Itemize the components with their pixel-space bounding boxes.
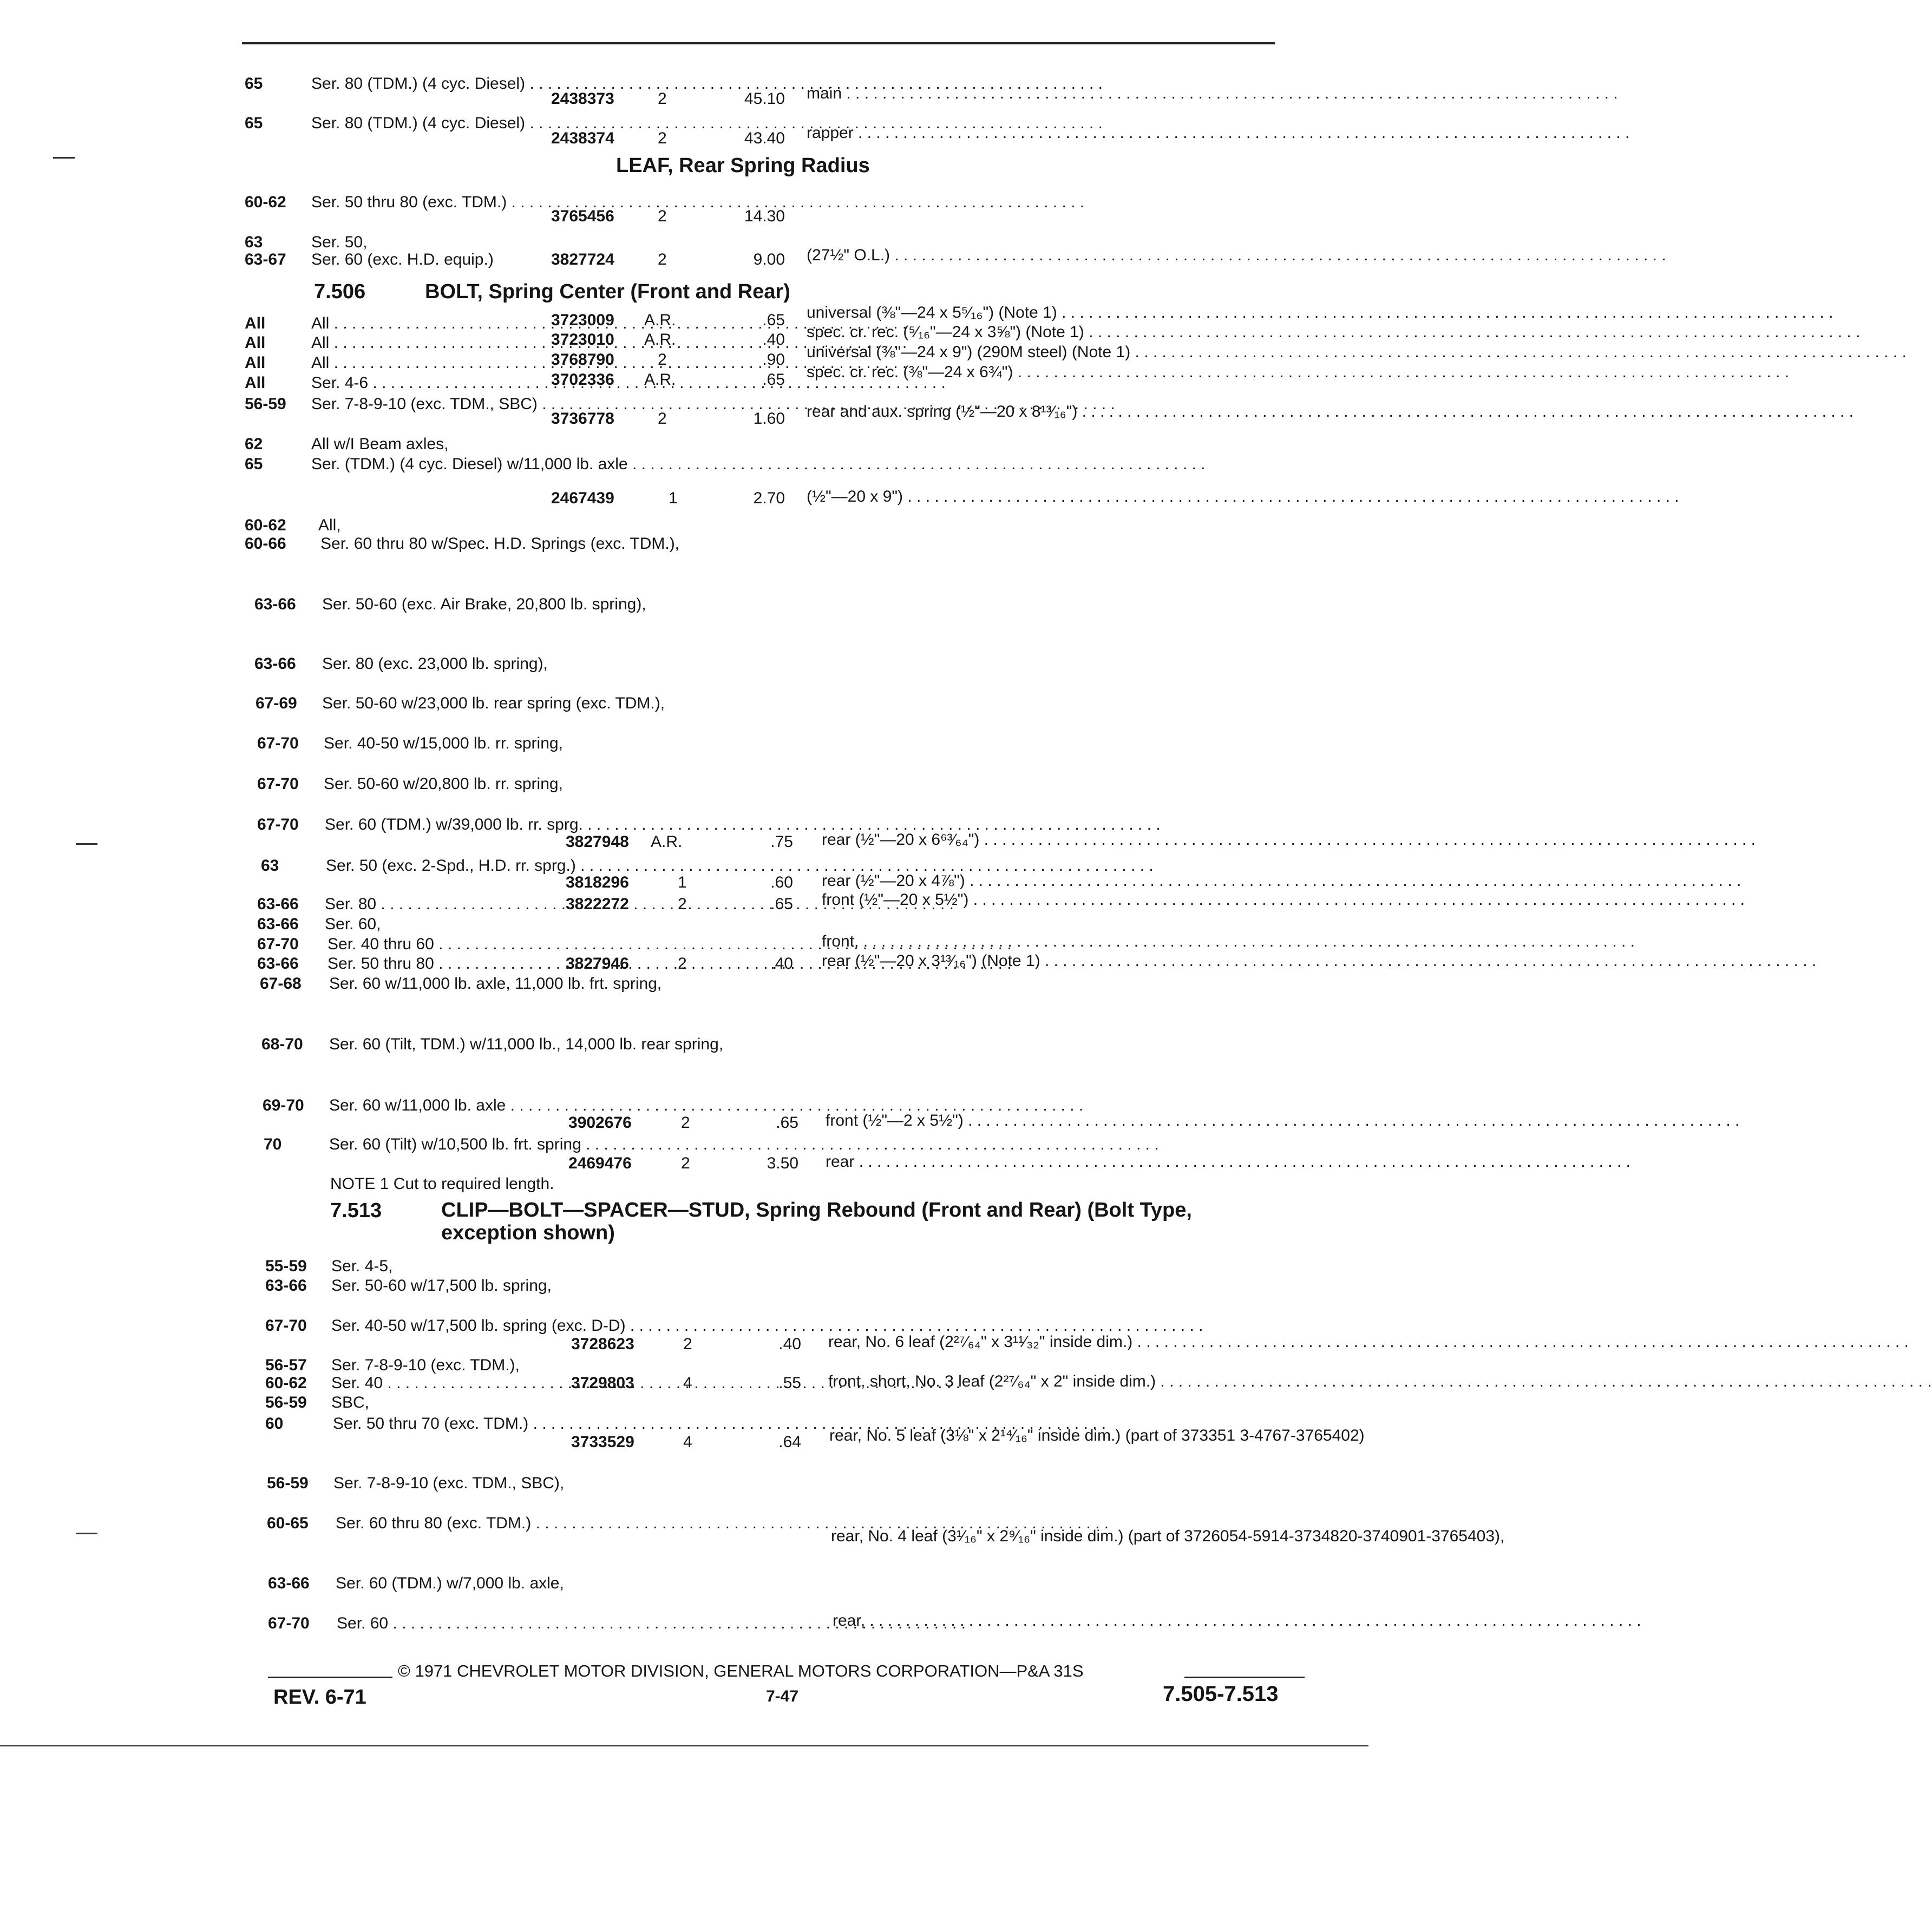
section-title: CLIP—BOLT—SPACER—STUD, Spring Rebound (Front and Rear) (Bolt Type, exception shown) [441,1199,1192,1244]
model: Ser. 50 thru 80 (exc. TDM.) . . . [311,193,539,232]
model: Ser. 60 w/11,000 lb. axle . . . [329,1096,556,1135]
model: Ser. 50-60 w/17,500 lb. spring, [331,1277,552,1295]
quantity: 4 [683,1433,692,1451]
years: 67-69 [256,694,297,712]
price: .40 [770,955,793,973]
model: SBC, [331,1394,370,1411]
part-number: 3827948 [566,833,629,851]
bottom-rule [0,1745,1368,1746]
years: 69-70 [263,1096,304,1114]
years: 68-70 [261,1035,303,1053]
years: All [245,354,266,372]
description: rear (½"—20 x 6⁶³⁄₆₄") . . . [822,830,1301,850]
model: Ser. 50-60 w/20,800 lb. rr. spring, [324,775,563,793]
binding-mark [53,157,75,159]
description: rapper . . . [807,123,1286,143]
years: 63-66 [254,655,296,673]
quantity: 2 [681,1114,690,1132]
section-title: BOLT, Spring Center (Front and Rear) [425,280,790,303]
price: .55 [778,1374,801,1392]
price: .64 [778,1433,801,1451]
quantity: 2 [678,895,687,913]
quantity: 2 [658,251,667,268]
price: .40 [778,1335,801,1353]
part-number: 3827724 [551,251,614,268]
description: rear, . . . [833,1611,1304,1631]
description: front, short, No. 3 leaf (2²⁷⁄₆₄" x 2" inside dim.) . . . [828,1372,1307,1391]
part-number: 3818296 [566,873,629,891]
quantity: 1 [678,873,687,891]
years: 67-70 [268,1614,310,1632]
part-number: 3822272 [566,895,629,913]
years: 60-62 [245,516,286,534]
part-number: 2438374 [551,129,614,147]
quantity: 2 [678,955,687,973]
price: .60 [770,873,793,891]
price: .65 [770,895,793,913]
years: 63 [245,233,263,251]
quantity: 2 [658,207,667,225]
model: Ser. 40 thru 60 . . . [328,935,490,954]
years: 63-66 [257,955,299,973]
years: 60-66 [245,535,286,553]
model: Ser. 80 . . . [325,895,552,914]
top-rule [242,42,1275,44]
years: 67-70 [257,775,299,793]
part-number: 3768790 [551,351,614,369]
years: 60-62 [245,193,286,211]
years: 56-59 [245,395,286,413]
years: 67-70 [257,935,299,953]
price: 2.70 [753,489,785,507]
model: Ser. 50-60 w/23,000 lb. rear spring (exc. TDM.), [322,694,665,712]
model: Ser. 4-5, [331,1257,393,1275]
model: All . . . [311,314,539,333]
years: 63-66 [257,895,299,913]
model: Ser. 60 (Tilt) w/10,500 lb. frt. spring . . . [329,1135,556,1174]
part-number: 3729803 [571,1374,634,1392]
model: Ser. 4-6 . . . [311,373,539,393]
quantity: A.R. [651,833,683,851]
model: Ser. 60 w/11,000 lb. axle, 11,000 lb. frt. spring, [329,975,662,993]
note-1: NOTE 1 Cut to required length. [330,1175,554,1193]
section-heading-7513 [330,1199,1250,1247]
model: Ser. 7-8-9-10 (exc. TDM., SBC), [333,1474,565,1492]
years: 63-66 [268,1574,310,1592]
binding-mark [76,843,97,845]
model: Ser. 50, [311,233,368,251]
years: All [245,314,266,332]
model: Ser. 40-50 w/17,500 lb. spring (exc. D-D) . . . [331,1316,559,1355]
part-number: 3702336 [551,371,614,389]
description: front (½"—20 x 5½") . . . [822,890,1301,910]
years: 63-66 [254,595,296,613]
description: spec. cr. rec. (⅜"—24 x 6¾") . . . [807,363,1286,382]
quantity: 1 [669,489,678,507]
description: spec. cr. rec. (⁵⁄₁₆"—24 x 3⅝") (Note 1) . . . [807,323,1286,342]
model: Ser. 80 (TDM.) (4 cyc. Diesel) . . . [311,114,533,153]
model: Ser. 60 (exc. H.D. equip.) [311,251,494,268]
part-number: 3827946 [566,955,629,973]
part-number: 2467439 [551,489,614,507]
model: Ser. 50-60 (exc. Air Brake, 20,800 lb. spring), [322,595,646,613]
description: (½"—20 x 9") . . . [807,487,1286,507]
years: 63-66 [265,1277,307,1295]
model: Ser. 50 (exc. 2-Spd., H.D. rr. sprg.) . . . [326,856,553,895]
quantity: 2 [681,1154,690,1172]
model: Ser. 60 . . . [337,1614,564,1633]
years: 67-70 [265,1317,307,1335]
copyright: © 1971 CHEVROLET MOTOR DIVISION, GENERAL MOTORS CORPORATION—P&A 31S [398,1661,1084,1680]
quantity: 2 [658,90,667,108]
years: 56-57 [265,1356,307,1374]
price: .65 [762,311,785,329]
section-number: 7.506 [314,280,366,303]
years: 67-70 [257,734,299,752]
description: front, . . . [822,932,1301,951]
price: 45.10 [744,90,785,108]
part-number: 3723009 [551,311,614,329]
price: .65 [776,1114,798,1132]
description: rear (½"—20 x 4⅞") . . . [822,871,1301,891]
quantity: 2 [658,410,667,428]
years: 60-62 [265,1374,307,1392]
section-title: LEAF, Rear Spring Radius [616,154,870,177]
part-number: 3723010 [551,331,614,349]
years: 63-67 [245,251,286,268]
quantity: 2 [658,129,667,147]
description: rear (½"—20 x 3¹³⁄₁₆") (Note 1) . . . [822,951,1301,971]
quantity: A.R. [644,311,676,329]
price: 14.30 [744,207,785,225]
section-number: 7.513 [330,1199,382,1222]
description: (27½" O.L.) . . . [807,246,1286,265]
model: Ser. 40-50 w/15,000 lb. rr. spring, [324,734,563,752]
model: Ser. 60 (TDM.) w/7,000 lb. axle, [336,1574,564,1592]
years: 65 [245,455,263,473]
price: 43.40 [744,129,785,147]
model: All, [318,516,341,534]
footer-rule-left [268,1677,392,1678]
price: .65 [762,371,785,389]
part-number: 3765456 [551,207,614,225]
years: 56-59 [267,1474,309,1492]
description [831,1527,1505,1546]
years: 63 [261,857,279,875]
model: Ser. 50 thru 70 (exc. TDM.) . . . [333,1414,560,1453]
years: 56-59 [265,1394,307,1411]
model: Ser. 60 thru 80 (exc. TDM.) . . . [336,1514,563,1553]
model: Ser. 60 (Tilt, TDM.) w/11,000 lb., 14,000 lb. rear spring, [329,1035,724,1053]
section-range: 7.505-7.513 [1163,1682,1279,1706]
description-text: rear, No. 5 leaf (3⅛" x 2¹⁴⁄₁₆" inside dim.) (part of 373351 3-4767-3765402) [829,1427,1365,1444]
model: All w/I Beam axles, [311,435,449,453]
model: All . . . [311,333,539,353]
price: 3.50 [767,1154,798,1172]
model: Ser. 50 thru 80 . . . [328,954,468,974]
years: 67-70 [257,816,299,833]
years: 67-68 [260,975,302,993]
model: Ser. 60 thru 80 w/Spec. H.D. Springs (exc. TDM.), [320,535,680,553]
model: All . . . [311,353,539,373]
description: main . . . [807,84,1286,103]
years: 62 [245,435,263,453]
model: Ser. 40 . . . [331,1374,559,1393]
quantity: 2 [658,351,667,369]
part-number: 2438373 [551,90,614,108]
model: Ser. (TDM.) (4 cyc. Diesel) w/11,000 lb. axle . . . [311,455,539,513]
years: 65 [245,114,263,132]
model: Ser. 80 (TDM.) (4 cyc. Diesel) . . . [311,74,533,113]
description: universal (⅜"—24 x 5⁵⁄₁₆") (Note 1) . . . [807,303,1286,323]
model: Ser. 60, [325,915,381,933]
description: rear and aux. spring (½"—20 x 8¹³⁄₁₆") . . . [807,402,1286,422]
years: 60-65 [267,1514,309,1532]
quantity: 4 [683,1374,692,1392]
part-number: 2469476 [568,1154,632,1172]
years: All [245,334,266,352]
years: 70 [264,1135,282,1153]
binding-mark [76,1533,97,1534]
footer-rule-right [1184,1677,1305,1678]
quantity: 2 [683,1335,692,1353]
description [829,1426,1365,1446]
years: 65 [245,75,263,93]
price: 9.00 [753,251,785,268]
quantity: A.R. [644,371,676,389]
model: Ser. 80 (exc. 23,000 lb. spring), [322,655,548,673]
quantity: A.R. [644,331,676,349]
price: .90 [762,351,785,369]
description: front (½"—2 x 5½") . . . [826,1111,1305,1131]
price: 1.60 [753,410,785,428]
part-number: 3736778 [551,410,614,428]
description: universal (⅜"—24 x 9") (290M steel) (Note 1) . . . [807,343,1286,362]
years: All [245,374,266,392]
model: Ser. 7-8-9-10 (exc. TDM.), [331,1356,520,1374]
part-number: 3733529 [571,1433,634,1451]
description: rear, No. 6 leaf (2²⁷⁄₆₄" x 3¹¹⁄₃₂" inside dim.) . . . [828,1332,1307,1352]
price: .75 [770,833,793,851]
years: 60 [265,1415,284,1433]
description-text: rear, No. 4 leaf (3¹⁄₁₆" x 2⁹⁄₁₆" inside dim.) (part of 3726054-5914-3734820-3740901-3765403), [831,1527,1505,1545]
years: 63-66 [257,915,299,933]
part-number: 3902676 [568,1114,632,1132]
price: .40 [762,331,785,349]
part-number: 3728623 [571,1335,634,1353]
page-number: 7-47 [766,1687,799,1705]
revision: REV. 6-71 [273,1686,366,1709]
model: Ser. 7-8-9-10 (exc. TDM., SBC) . . . [311,395,539,433]
model: Ser. 60 (TDM.) w/39,000 lb. rr. sprg. . . . [325,815,552,854]
years: 55-59 [265,1257,307,1275]
description: rear . . . [826,1152,1305,1172]
